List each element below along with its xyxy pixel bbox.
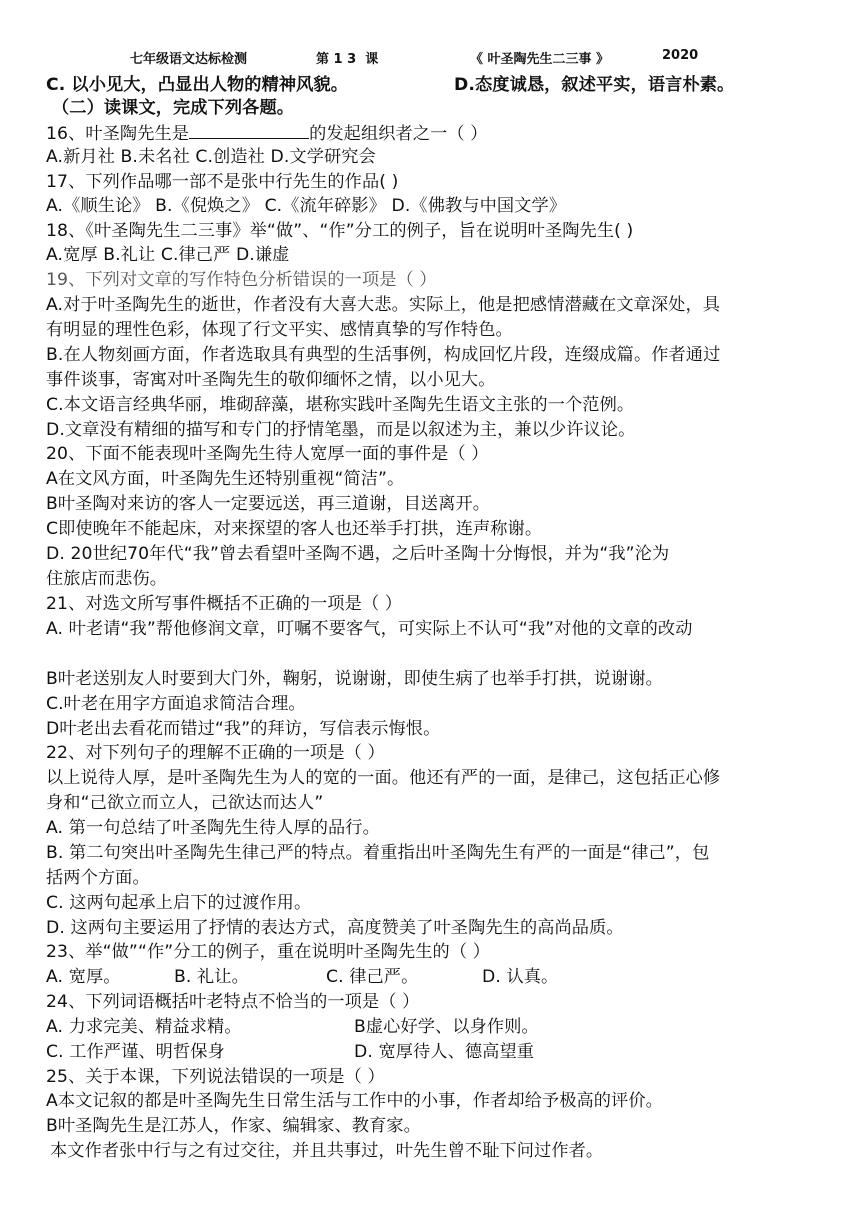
- section-heading: （二）读课文，完成下列各题。: [52, 98, 295, 118]
- question-24: 24、下列词语概括叶老特点不恰当的一项是（ ）: [46, 992, 420, 1012]
- page-header: [0, 48, 860, 68]
- question-20-option-a: A在文风方面，叶圣陶先生还特别重视“简洁”。: [46, 469, 405, 489]
- question-20-option-d-cont: 住旅店而悲伤。: [46, 569, 168, 589]
- header-title: 《 叶圣陶先生二三事 》: [470, 52, 610, 67]
- question-20-option-c: C即使晚年不能起床，对来探望的客人也还举手打拱，连声称谢。: [46, 519, 543, 539]
- question-18-options: A.宽厚 B.礼让 C.律己严 D.谦虚: [46, 245, 290, 265]
- question-22-option-b-cont: 括两个方面。: [46, 868, 150, 888]
- prev-option-d: D.态度诚恳，叙述平实，语言朴素。: [454, 75, 735, 95]
- question-19-option-b-cont: 事件谈事，寄寓对叶圣陶先生的敬仰缅怀之情，以小见大。: [46, 370, 496, 390]
- question-22-option-a: A. 第一句总结了叶圣陶先生待人厚的品行。: [46, 818, 380, 838]
- question-18: 18、《叶圣陶先生二三事》举“做”、“作”分工的例子，旨在说明叶圣陶先生( ): [46, 221, 634, 241]
- question-20-option-b: B叶圣陶对来访的客人一定要远送，再三道谢，目送离开。: [46, 494, 491, 514]
- question-22-quote-cont: 身和“己欲立而立人，己欲达而达人”: [46, 793, 324, 813]
- question-22-option-c: C. 这两句起承上启下的过渡作用。: [46, 893, 312, 913]
- question-20: 20、下面不能表现叶圣陶先生待人宽厚一面的事件是（ ）: [46, 444, 489, 464]
- question-22-option-b: B. 第二句突出叶圣陶先生律己严的特点。着重指出叶圣陶先生有严的一面是“律己”，包: [46, 843, 710, 863]
- question-16: [46, 120, 826, 146]
- question-24-option-d: D. 宽厚待人、德高望重: [354, 1042, 535, 1062]
- question-22: 22、对下列句子的理解不正确的一项是（ ）: [46, 743, 385, 763]
- question-19-option-d: D.文章没有精细的描写和专门的抒情笔墨，而是以叙述为主，兼以少许议论。: [46, 420, 636, 440]
- question-21-option-a: A. 叶老请“我”帮他修润文章，叮嘱不要客气，可实际上不认可“我”对他的文章的改动: [46, 619, 693, 639]
- question-23-option-d: D. 认真。: [482, 967, 559, 987]
- header-subject: 七年级语文达标检测: [130, 52, 248, 67]
- question-24-option-a: A. 力求完美、精益求精。: [46, 1017, 242, 1037]
- question-16-stem-start: 16、叶圣陶先生是: [46, 124, 190, 144]
- question-19-option-a: A.对于叶圣陶先生的逝世，作者没有大喜大悲。实际上，他是把感情潜藏在文章深处，具: [46, 295, 721, 315]
- header-lesson: 第 1 3 课: [316, 52, 379, 67]
- question-23-option-c: C. 律己严。: [326, 967, 419, 987]
- question-24-option-b: B虚心好学、以身作则。: [354, 1017, 539, 1037]
- question-17: 17、下列作品哪一部不是张中行先生的作品( ): [46, 172, 399, 192]
- question-21: 21、对选文所写事件概括不正确的一项是（ ）: [46, 594, 403, 614]
- question-23-option-a: A. 宽厚。: [46, 967, 121, 987]
- question-24-option-c: C. 工作严谨、明哲保身: [46, 1042, 225, 1062]
- question-21-option-c: C.叶老在用字方面追求简洁合理。: [46, 694, 306, 714]
- question-17-options: A.《顺生论》 B.《倪焕之》 C.《流年碎影》 D.《佛教与中国文学》: [46, 196, 567, 216]
- header-year: 2020: [662, 48, 699, 63]
- question-19: 19、下列对文章的写作特色分析错误的一项是（ ）: [46, 270, 437, 290]
- question-20-option-d: D. 20世纪70年代“我”曾去看望叶圣陶不遇，之后叶圣陶十分悔恨，并为“我”沦为: [46, 544, 670, 564]
- fill-blank: [189, 120, 309, 139]
- prev-option-c: C. 以小见大，凸显出人物的精神风貌。: [46, 75, 349, 95]
- question-23-option-b: B. 礼让。: [174, 967, 249, 987]
- question-19-option-a-cont: 有明显的理性色彩，体现了行文平实、感情真挚的写作特色。: [46, 320, 513, 340]
- question-16-options: A.新月社 B.未名社 C.创造社 D.文学研究会: [46, 147, 376, 167]
- question-21-option-b: B叶老送别友人时要到大门外，鞠躬，说谢谢，即使生病了也举手打拱，说谢谢。: [46, 669, 663, 689]
- question-25: 25、关于本课，下列说法错误的一项是（ ）: [46, 1067, 385, 1087]
- question-22-option-d: D. 这两句主要运用了抒情的表达方式，高度赞美了叶圣陶先生的高尚品质。: [46, 918, 624, 938]
- question-25-option-b: B叶圣陶先生是江苏人，作家、编辑家、教育家。: [46, 1116, 421, 1136]
- question-16-stem-end: 的发起组织者之一（ ）: [309, 124, 488, 144]
- question-23: 23、举“做”“作”分工的例子，重在说明叶圣陶先生的（ ）: [46, 942, 490, 962]
- question-21-option-d: D叶老出去看花而错过“我”的拜访，写信表示悔恨。: [46, 719, 441, 739]
- question-19-option-b: B.在人物刻画方面，作者选取具有典型的生活事例，构成回忆片段，连缀成篇。作者通过: [46, 345, 721, 365]
- question-25-option-a: A本文记叙的都是叶圣陶先生日常生活与工作中的小事，作者却给予极高的评价。: [46, 1091, 663, 1111]
- question-22-quote: 以上说待人厚，是叶圣陶先生为人的宽的一面。他还有严的一面，是律己，这包括正心修: [46, 768, 721, 788]
- question-19-option-c: C.本文语言经典华丽，堆砌辞藻，堪称实践叶圣陶先生语文主张的一个范例。: [46, 395, 635, 415]
- question-25-option-c: 本文作者张中行与之有过交往，并且共事过，叶先生曾不耻下问过作者。: [50, 1141, 604, 1161]
